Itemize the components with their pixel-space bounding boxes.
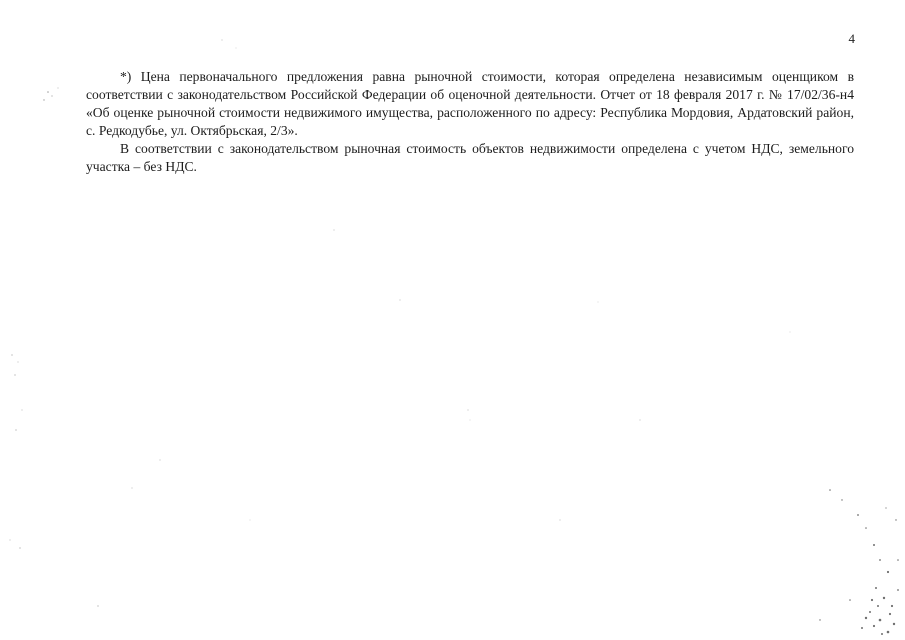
footnote-paragraph: *) Цена первоначального предложения равна рыночной стоимости, которая определена независимым оценщиком в соответствии с законодательством Российской Федерации об оценочной деятельности. Отчет от 18 февраля 2017 г. № 17/02/36-н4 «Об оценке рыночной стоимости недвижимого имущества, расположенного по адресу: Республика Мордовия, Ардатовский район, с. Редкодубье, ул. Октябрьская, 2/3». [86,69,854,138]
page-number: 4 [848,31,855,46]
vat-note-paragraph: В соответствии с законодательством рыночная стоимость объектов недвижимости определена с учетом НДС, земельного участка – без НДС. [86,141,854,174]
document-body [86,68,854,176]
